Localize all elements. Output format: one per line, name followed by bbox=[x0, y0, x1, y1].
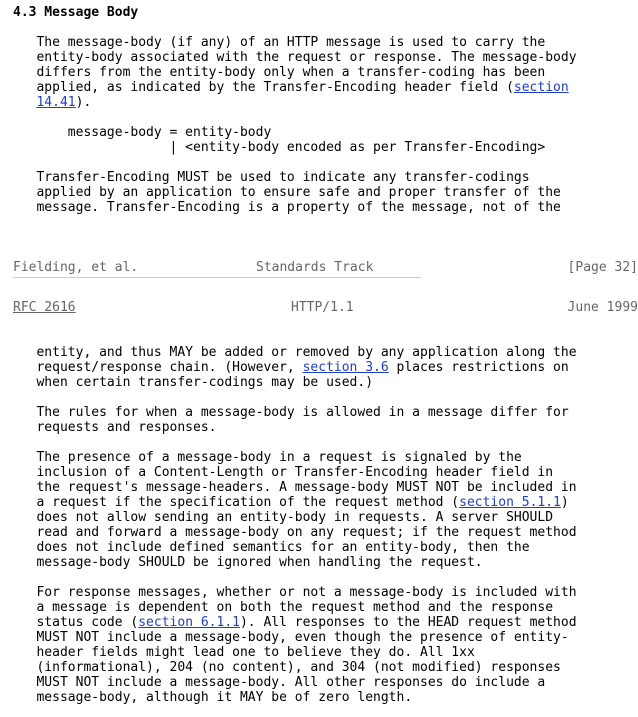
para6-line3-text: status code ( bbox=[13, 615, 139, 630]
para5-line6: read and forward a message-body on any request; if the request method bbox=[13, 525, 577, 540]
para2-line1: Transfer-Encoding MUST be used to indicate any transfer-codings bbox=[13, 170, 530, 185]
page-header-center: HTTP/1.1 bbox=[291, 300, 354, 315]
page-footer-center: Standards Track bbox=[256, 260, 374, 275]
para5-line4 bbox=[13, 495, 569, 510]
para1-line5 bbox=[13, 95, 91, 110]
para1-line5-indent bbox=[13, 95, 36, 110]
para6-line3 bbox=[13, 615, 577, 630]
para1-line4-text: applied, as indicated by the Transfer-Encoding header field ( bbox=[13, 80, 514, 95]
para4-line1: The rules for when a message-body is allowed in a message differ for bbox=[13, 405, 569, 420]
para6-line8: message-body, although it MAY be of zero length. bbox=[13, 690, 413, 705]
section-14-41-link-part2[interactable]: 14.41 bbox=[36, 95, 76, 110]
para1-line2: entity-body associated with the request or response. The message-body bbox=[13, 50, 577, 65]
section-5-1-1-link[interactable]: section 5.1.1 bbox=[459, 495, 561, 510]
para5-line4-tail: ) bbox=[560, 495, 569, 510]
page-header-date: June 1999 bbox=[567, 300, 638, 315]
para6-line1: For response messages, whether or not a message-body is included with bbox=[13, 585, 577, 600]
section-heading: 4.3 Message Body bbox=[13, 5, 139, 20]
para3-line2-text: request/response chain. (However, bbox=[13, 360, 303, 375]
para2-line3: message. Transfer-Encoding is a property of the message, not of the bbox=[13, 200, 561, 215]
para3-line2-tail: places restrictions on bbox=[388, 360, 569, 375]
page-break-rule bbox=[13, 277, 421, 278]
section-6-1-1-link[interactable]: section 6.1.1 bbox=[138, 615, 240, 630]
grammar-line2: | <entity-body encoded as per Transfer-Encoding> bbox=[13, 140, 546, 155]
para5-line5: does not allow sending an entity-body in requests. A server SHOULD bbox=[13, 510, 554, 525]
para5-line4-text: a request if the specification of the request method ( bbox=[13, 495, 460, 510]
para6-line7: MUST NOT include a message-body. All other responses do include a bbox=[13, 675, 546, 690]
para1-line3: differs from the entity-body only when a transfer-coding has been bbox=[13, 65, 546, 80]
rfc-2616-link[interactable]: RFC 2616 bbox=[13, 300, 76, 315]
para5-line8: message-body SHOULD be ignored when handling the request. bbox=[13, 555, 483, 570]
para1-line1: The message-body (if any) of an HTTP message is used to carry the bbox=[13, 35, 546, 50]
grammar-line1: message-body = entity-body bbox=[13, 125, 272, 140]
para1-line4 bbox=[13, 80, 569, 95]
para5-line3: the request's message-headers. A message-body MUST NOT be included in bbox=[13, 480, 577, 495]
para5-line2: inclusion of a Content-Length or Transfer-Encoding header field in bbox=[13, 465, 554, 480]
para3-line1: entity, and thus MAY be added or removed by any application along the bbox=[13, 345, 577, 360]
page-footer-page-number: [Page 32] bbox=[567, 260, 638, 275]
para5-line1: The presence of a message-body in a request is signaled by the bbox=[13, 450, 522, 465]
para6-line2: a message is dependent on both the request method and the response bbox=[13, 600, 554, 615]
page-header-left bbox=[13, 300, 76, 315]
page-footer-left: Fielding, et al. bbox=[13, 260, 139, 275]
para6-line5: header fields might lead one to believe they do. All 1xx bbox=[13, 645, 475, 660]
section-3-6-link[interactable]: section 3.6 bbox=[302, 360, 389, 375]
para6-line6: (informational), 204 (no content), and 304 (not modified) responses bbox=[13, 660, 561, 675]
section-14-41-link-part1[interactable]: section bbox=[513, 80, 569, 95]
para5-line7: does not include defined semantics for an entity-body, then the bbox=[13, 540, 530, 555]
para4-line2: requests and responses. bbox=[13, 420, 217, 435]
para6-line4: MUST NOT include a message-body, even though the presence of entity- bbox=[13, 630, 569, 645]
para2-line2: applied by an application to ensure safe and proper transfer of the bbox=[13, 185, 561, 200]
para1-line5-text: ). bbox=[75, 95, 92, 110]
para6-line3-tail: ). All responses to the HEAD request method bbox=[239, 615, 577, 630]
para3-line2 bbox=[13, 360, 569, 375]
para3-line3: when certain transfer-codings may be used.) bbox=[13, 375, 374, 390]
